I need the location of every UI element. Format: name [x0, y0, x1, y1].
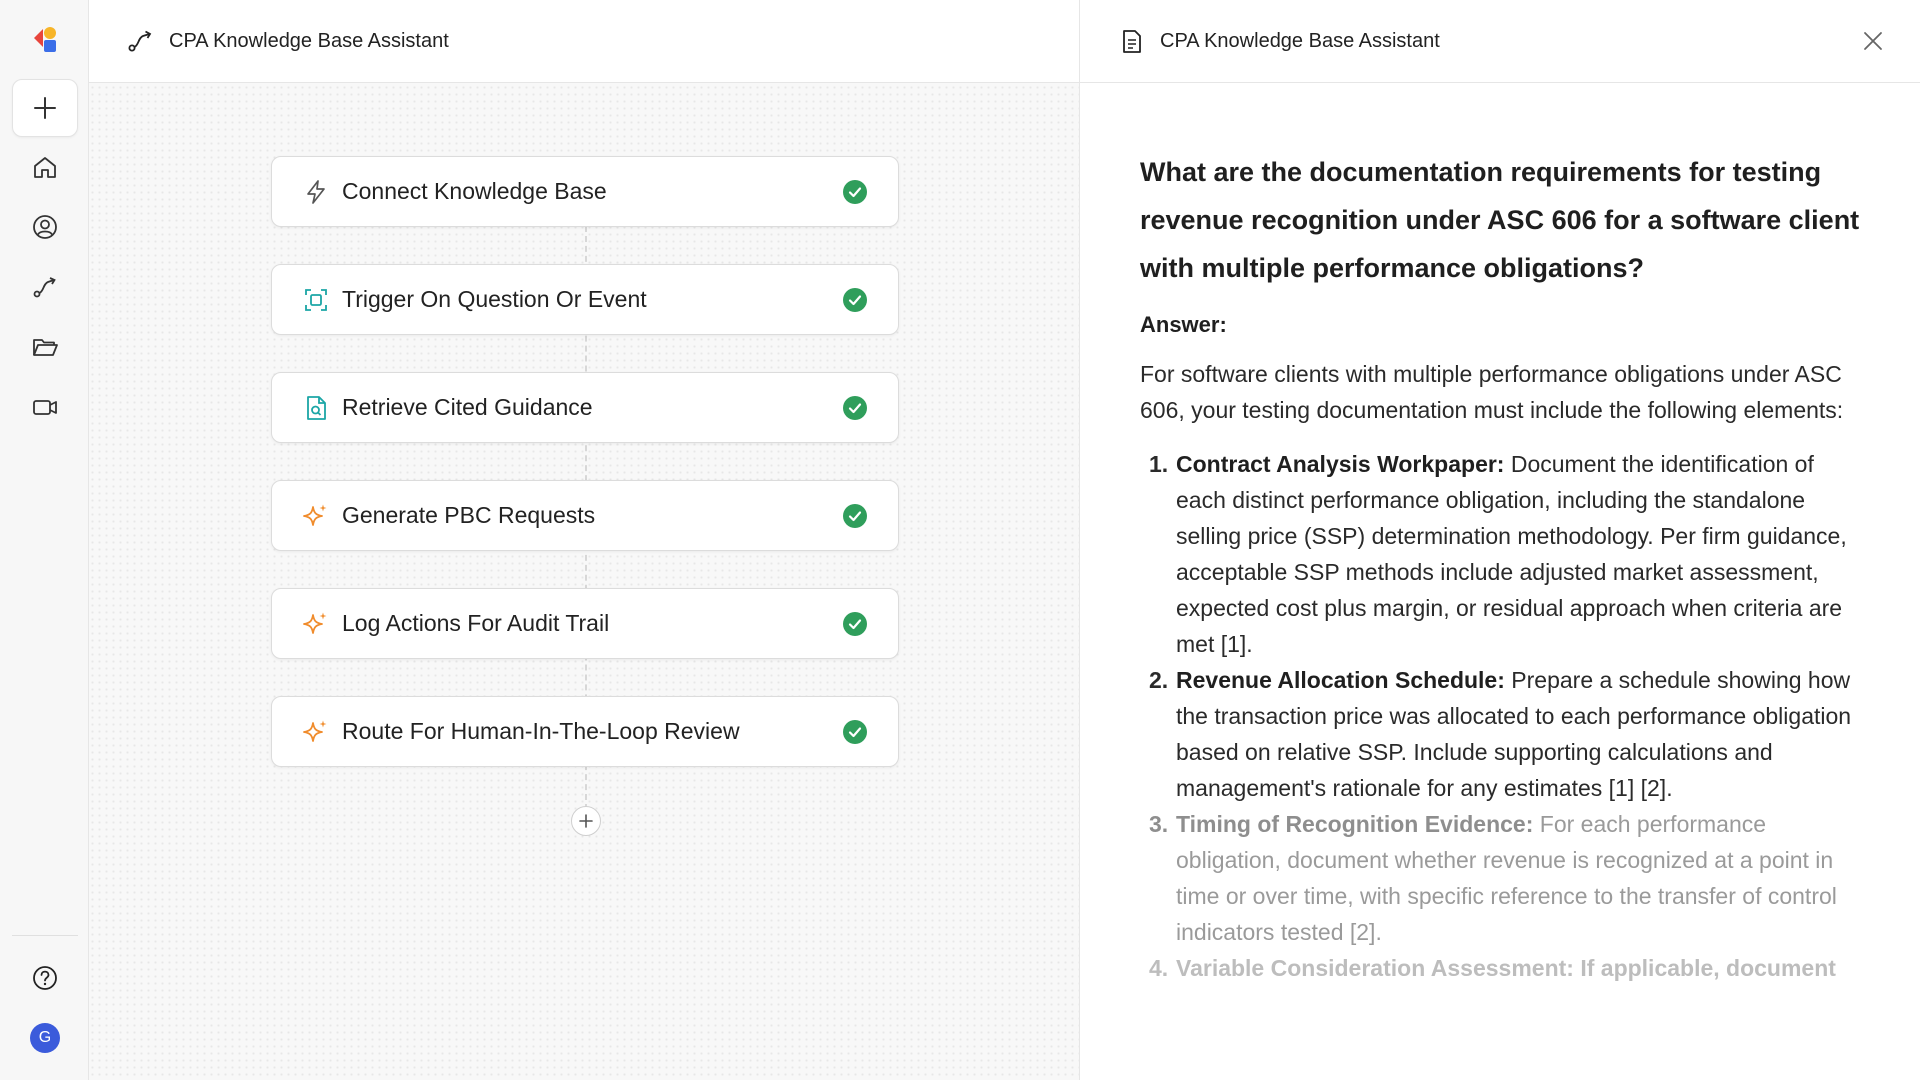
- rail-folders[interactable]: [12, 318, 78, 376]
- node-label: Retrieve Cited Guidance: [342, 394, 593, 420]
- question-text: What are the documentation requirements for testing revenue recognition under ASC 606 for a software client with multiple performance obligations?: [1140, 157, 1860, 283]
- workflow-node-generate-pbc[interactable]: [271, 480, 899, 551]
- sparkle-icon: [302, 502, 330, 530]
- list-number: 2.: [1149, 667, 1169, 693]
- list-number: 3.: [1149, 811, 1169, 837]
- check-circle-icon: [842, 503, 868, 529]
- list-item-title: Revenue Allocation Schedule:: [1176, 667, 1505, 693]
- list-item-text: For each performance obligation, document whether revenue is recognized at a point in time or over time, with specific reference to the transfer of control indicators tested [2].: [1176, 811, 1837, 945]
- list-item-title: Timing of Recognition Evidence:: [1176, 811, 1534, 837]
- video-icon: [31, 393, 59, 421]
- avatar[interactable]: G: [30, 1023, 60, 1053]
- rail-help[interactable]: [12, 949, 78, 1007]
- workflow-node-log-actions[interactable]: [271, 588, 899, 659]
- plus-icon: [578, 813, 594, 829]
- home-icon: [31, 153, 59, 181]
- scroll-fade: [1080, 1020, 1920, 1080]
- workflow-icon: [125, 26, 155, 56]
- list-item-text: Document the identification of each distinct performance obligation, including the standalone selling price (SSP) determination methodology. Per firm guidance, acceptable SSP methods include adjusted market assessment, expected cost plus margin, or residual approach when criteria are met [1].: [1176, 451, 1847, 657]
- workflow-canvas: [89, 0, 1079, 1080]
- check-circle-icon: [842, 611, 868, 637]
- document-search-icon: [302, 394, 330, 422]
- workflow-icon: [31, 273, 59, 301]
- canvas-header: [89, 0, 1079, 83]
- help-icon: [31, 964, 59, 992]
- workflow-node-trigger[interactable]: [271, 264, 899, 335]
- node-label: Trigger On Question Or Event: [342, 286, 647, 312]
- answer-list: [1140, 446, 1860, 986]
- scan-icon: [302, 286, 330, 314]
- list-item-title: Contract Analysis Workpaper:: [1176, 451, 1505, 477]
- list-item: [1140, 950, 1860, 986]
- check-circle-icon: [842, 179, 868, 205]
- rail-divider: [12, 935, 78, 936]
- check-circle-icon: [842, 287, 868, 313]
- node-label: Connect Knowledge Base: [342, 178, 607, 204]
- list-item-text: Prepare a schedule showing how the transaction price was allocated to each performance obligation based on relative SSP. Include supporting calculations and management's rationale for any estimates [1] [2].: [1176, 667, 1852, 801]
- list-number: 1.: [1149, 451, 1169, 477]
- canvas-title: CPA Knowledge Base Assistant: [169, 29, 449, 52]
- answer-label: Answer:: [1140, 312, 1227, 337]
- app-logo-icon[interactable]: [30, 24, 60, 54]
- close-icon[interactable]: [1860, 28, 1886, 54]
- rail-profile[interactable]: [12, 198, 78, 256]
- rail-workflows[interactable]: [12, 258, 78, 316]
- panel-title: CPA Knowledge Base Assistant: [1160, 29, 1440, 52]
- sparkle-icon: [302, 610, 330, 638]
- rail-home[interactable]: [12, 138, 78, 196]
- new-button[interactable]: [12, 79, 78, 137]
- folder-open-icon: [31, 333, 59, 361]
- panel-header: [1080, 0, 1920, 83]
- answer-panel: [1079, 0, 1920, 1080]
- add-node-button[interactable]: [571, 806, 601, 836]
- list-item: [1140, 662, 1860, 806]
- workflow-node-route-review[interactable]: [271, 696, 899, 767]
- workflow-node-retrieve-guidance[interactable]: [271, 372, 899, 443]
- list-number: 4.: [1149, 955, 1169, 981]
- rail-recordings[interactable]: [12, 378, 78, 436]
- node-label: Route For Human-In-The-Loop Review: [342, 718, 740, 744]
- answer-intro: For software clients with multiple performance obligations under ASC 606, your testing documentation must include the following elements:: [1140, 361, 1844, 423]
- list-item: [1140, 806, 1860, 950]
- list-item: [1140, 446, 1860, 662]
- answer-content: [1140, 148, 1860, 986]
- user-circle-icon: [31, 213, 59, 241]
- document-icon: [1118, 27, 1144, 55]
- node-label: Log Actions For Audit Trail: [342, 610, 610, 636]
- list-item-title: Variable Consideration Assessment: If applicable, document: [1176, 955, 1836, 981]
- icon-rail: [0, 0, 89, 1080]
- sparkle-icon: [302, 718, 330, 746]
- check-circle-icon: [842, 719, 868, 745]
- check-circle-icon: [842, 395, 868, 421]
- plus-icon: [31, 94, 59, 122]
- node-label: Generate PBC Requests: [342, 502, 596, 528]
- lightning-icon: [302, 178, 330, 206]
- workflow-node-connect-knowledge-base[interactable]: [271, 156, 899, 227]
